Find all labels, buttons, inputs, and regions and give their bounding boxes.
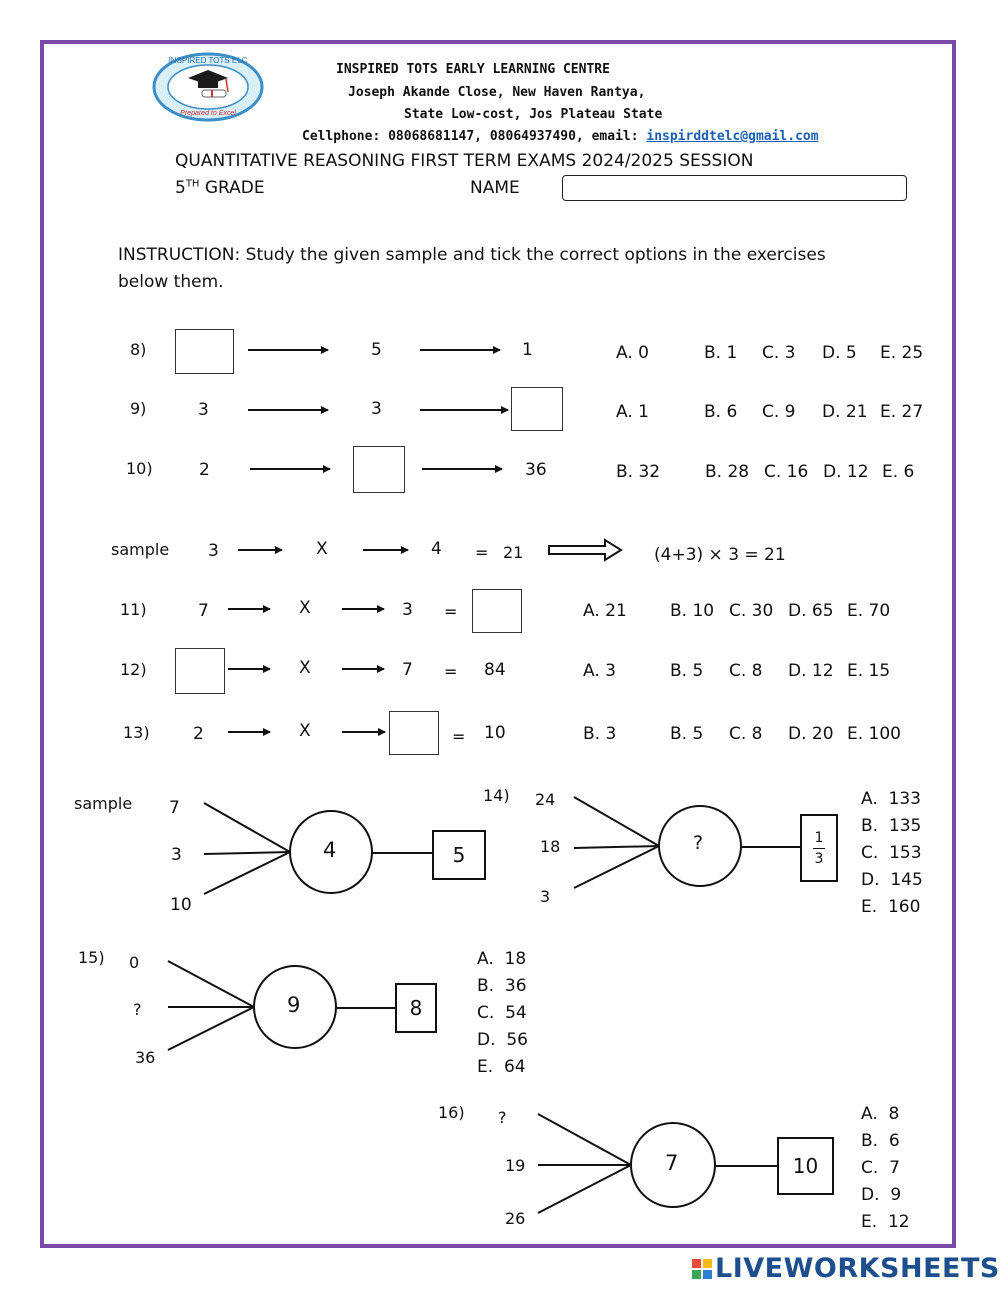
q11-eq: = <box>444 602 458 621</box>
q15-input-3: 36 <box>135 1048 156 1067</box>
q11-number: 11) <box>120 600 147 619</box>
q9-number: 9) <box>130 399 147 418</box>
grade-label: 5TH GRADE <box>175 178 265 198</box>
q8-middle: 5 <box>371 340 382 360</box>
sample-a: 3 <box>208 541 219 561</box>
email-link[interactable]: inspirddtelc@gmail.com <box>646 129 819 144</box>
sample-label: sample <box>111 540 170 559</box>
liveworksheets-logo[interactable] <box>692 1253 1000 1284</box>
q11-answer-box[interactable] <box>472 589 522 633</box>
q11-option-d[interactable]: D. 65 <box>788 601 834 621</box>
q13-op: X <box>299 721 311 741</box>
logo-top-text: INSPIRED TOTS ELC <box>168 56 248 65</box>
q11-option-b[interactable]: B. 10 <box>670 601 715 621</box>
q16-circle-value: 7 <box>665 1151 679 1175</box>
sample-explanation: (4+3) × 3 = 21 <box>654 545 786 565</box>
sample-eq: = <box>475 543 489 562</box>
q12-op: X <box>299 658 311 678</box>
q9-answer-box[interactable] <box>511 387 563 431</box>
q8-number: 8) <box>130 340 147 359</box>
sample-b: 4 <box>431 539 442 559</box>
logo-bottom-text: Prepared to Excel <box>180 110 236 117</box>
q12-answer-box[interactable] <box>175 648 225 694</box>
q14-options <box>861 786 923 921</box>
q16-input-2: 19 <box>505 1156 526 1175</box>
q16-option-d[interactable]: D. 9 <box>861 1185 902 1205</box>
q14-input-3: 3 <box>540 887 551 906</box>
q15-options <box>477 946 528 1081</box>
name-label: NAME <box>470 178 520 198</box>
q10-option-c[interactable]: C. 16 <box>764 462 809 482</box>
q10-option-b[interactable]: B. 28 <box>705 462 750 482</box>
q16-option-e[interactable]: E. 12 <box>861 1212 910 1232</box>
q11-a: 7 <box>198 601 209 621</box>
q9-left: 3 <box>198 400 209 420</box>
q13-option-c[interactable]: C. 8 <box>729 724 763 744</box>
q10-option-e[interactable]: E. 6 <box>882 462 915 482</box>
q14-number: 14) <box>483 786 510 805</box>
sample-result: 21 <box>503 543 524 562</box>
q15-option-e[interactable]: E. 64 <box>477 1057 526 1077</box>
q13-eq: = <box>452 727 466 746</box>
q8-option-b[interactable]: B. 1 <box>704 343 738 363</box>
contact-text: Cellphone: 08068681147, 08064937490, email: <box>302 129 639 144</box>
q9-option-e[interactable]: E. 27 <box>880 402 924 422</box>
tree-sample-input-2: 3 <box>171 845 182 865</box>
q9-option-a[interactable]: A. 1 <box>616 402 649 422</box>
q10-option-d[interactable]: D. 12 <box>823 462 869 482</box>
q16-number: 16) <box>438 1103 465 1122</box>
q13-option-b[interactable]: B. 5 <box>670 724 704 744</box>
tree-sample-label: sample <box>74 794 133 813</box>
q16-input-3: 26 <box>505 1209 526 1228</box>
q14-circle-value: ? <box>693 832 704 854</box>
q8-answer-box[interactable] <box>175 329 234 374</box>
q16-option-a[interactable]: A. 8 <box>861 1104 900 1124</box>
address-line-1: Joseph Akande Close, New Haven Rantya, <box>348 85 646 100</box>
q12-option-c[interactable]: C. 8 <box>729 661 763 681</box>
q8-option-e[interactable]: E. 25 <box>880 343 924 363</box>
q16-option-c[interactable]: C. 7 <box>861 1158 900 1178</box>
q9-option-b[interactable]: B. 6 <box>704 402 738 422</box>
q12-result: 84 <box>484 660 506 680</box>
sample-op: X <box>316 539 328 559</box>
q14-option-b[interactable]: B. 135 <box>861 816 922 836</box>
q8-option-a[interactable]: A. 0 <box>616 343 649 363</box>
q14-fraction-box <box>800 814 838 882</box>
q10-answer-box[interactable] <box>353 446 405 493</box>
q14-input-1: 24 <box>535 790 556 809</box>
q14-option-c[interactable]: C. 153 <box>861 843 922 863</box>
q15-input-1: 0 <box>129 953 140 972</box>
q11-op: X <box>299 598 311 618</box>
q13-result: 10 <box>484 723 506 743</box>
q13-option-d[interactable]: D. 20 <box>788 724 834 744</box>
q15-number: 15) <box>78 948 105 967</box>
instruction-line-2: below them. <box>118 272 224 292</box>
q13-option-a[interactable]: B. 3 <box>583 724 617 744</box>
q13-number: 13) <box>123 723 150 742</box>
tree-sample-input-3: 10 <box>170 895 192 915</box>
q12-eq: = <box>444 662 458 681</box>
q12-b: 7 <box>402 660 413 680</box>
q9-option-c[interactable]: C. 9 <box>762 402 796 422</box>
q10-number: 10) <box>126 459 153 478</box>
q11-option-c[interactable]: C. 30 <box>729 601 774 621</box>
q15-option-b[interactable]: B. 36 <box>477 976 527 996</box>
q12-number: 12) <box>120 660 147 679</box>
q10-left: 2 <box>199 460 210 480</box>
q12-option-a[interactable]: A. 3 <box>583 661 616 681</box>
q13-a: 2 <box>193 724 204 744</box>
q15-option-c[interactable]: C. 54 <box>477 1003 527 1023</box>
q14-option-a[interactable]: A. 133 <box>861 789 921 809</box>
address-line-2: State Low-cost, Jos Plateau State <box>404 107 663 122</box>
implies-arrow <box>549 540 621 560</box>
q16-box: 10 <box>777 1137 834 1195</box>
q11-option-a[interactable]: A. 21 <box>583 601 627 621</box>
q12-option-b[interactable]: B. 5 <box>670 661 704 681</box>
q15-input-2: ? <box>133 1000 142 1019</box>
q11-option-e[interactable]: E. 70 <box>847 601 891 621</box>
school-name: INSPIRED TOTS EARLY LEARNING CENTRE <box>336 62 610 77</box>
q16-input-1: ? <box>498 1108 507 1127</box>
instruction-line-1: INSTRUCTION: Study the given sample and tick the correct options in the exercises <box>118 245 826 265</box>
q14-input-2: 18 <box>540 837 561 856</box>
q13-answer-box[interactable] <box>389 711 439 755</box>
q16-option-b[interactable]: B. 6 <box>861 1131 900 1151</box>
q12-option-d[interactable]: D. 12 <box>788 661 834 681</box>
q8-option-d[interactable]: D. 5 <box>822 343 857 363</box>
q15-option-a[interactable]: A. 18 <box>477 949 527 969</box>
q12-option-e[interactable]: E. 15 <box>847 661 891 681</box>
liveworksheets-icon <box>692 1259 712 1279</box>
q16-options <box>861 1101 910 1236</box>
q9-middle: 3 <box>371 399 382 419</box>
q8-right: 1 <box>522 340 533 360</box>
tree-sample-input-1: 7 <box>169 798 180 818</box>
q15-box: 8 <box>395 983 437 1033</box>
liveworksheets-text: LIVEWORKSHEETS <box>715 1253 1000 1284</box>
q8-option-c[interactable]: C. 3 <box>762 343 796 363</box>
q13-option-e[interactable]: E. 100 <box>847 724 901 744</box>
q15-option-d[interactable]: D. 56 <box>477 1030 528 1050</box>
q14-option-d[interactable]: D. 145 <box>861 870 923 890</box>
exam-title: QUANTITATIVE REASONING FIRST TERM EXAMS 2024/2025 SESSION <box>175 151 754 171</box>
q9-option-d[interactable]: D. 21 <box>822 402 868 422</box>
q11-b: 3 <box>402 600 413 620</box>
tree-sample-circle-value: 4 <box>323 838 337 862</box>
q10-option-a[interactable]: B. 32 <box>616 462 661 482</box>
q14-option-e[interactable]: E. 160 <box>861 897 921 917</box>
q14-fraction: $\frac{1}{3}$ <box>814 829 824 867</box>
q15-circle-value: 9 <box>287 993 301 1017</box>
q10-right: 36 <box>525 460 547 480</box>
tree-sample-box: 5 <box>432 830 486 880</box>
